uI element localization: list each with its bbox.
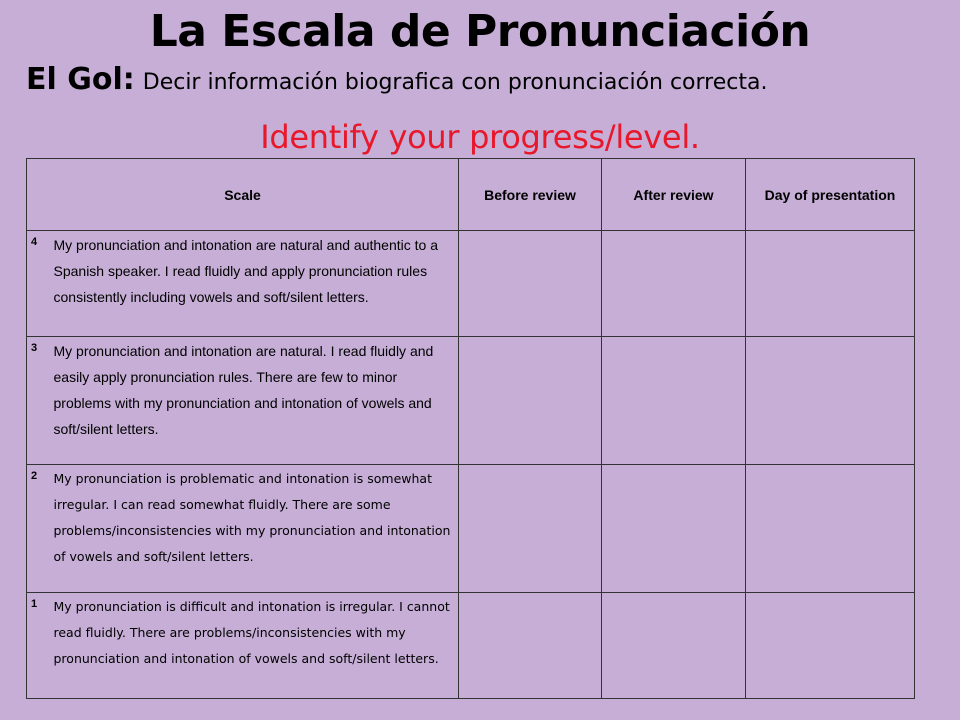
level-description: My pronunciation and intonation are natural. I read fluidly and easily apply pronunciation rules. There are few to minor problems with my pronunciation and intonation of vowels and soft/silent letters. bbox=[54, 337, 459, 465]
goal-text: Decir información biografica con pronunciación correcta. bbox=[142, 70, 768, 95]
goal-label: El Gol: bbox=[26, 62, 135, 97]
header-after-review: After review bbox=[602, 159, 746, 231]
before-review-cell[interactable] bbox=[459, 231, 602, 337]
day-of-presentation-cell[interactable] bbox=[746, 465, 915, 593]
level-number: 1 bbox=[27, 593, 54, 699]
instruction-subtitle: Identify your progress/level. bbox=[260, 118, 700, 156]
day-of-presentation-cell[interactable] bbox=[746, 593, 915, 699]
table-row bbox=[27, 465, 915, 593]
after-review-cell[interactable] bbox=[602, 337, 746, 465]
goal-statement bbox=[26, 62, 767, 97]
level-description: My pronunciation is difficult and intonation is irregular. I cannot read fluidly. There are problems/inconsistencies with my pronunciation and intonation of vowels and soft/silent letters. bbox=[54, 593, 459, 699]
after-review-cell[interactable] bbox=[602, 465, 746, 593]
level-number: 2 bbox=[27, 465, 54, 593]
day-of-presentation-cell[interactable] bbox=[746, 231, 915, 337]
before-review-cell[interactable] bbox=[459, 593, 602, 699]
level-number: 3 bbox=[27, 337, 54, 465]
page-title: La Escala de Pronunciación bbox=[149, 6, 811, 57]
level-description: My pronunciation is problematic and intonation is somewhat irregular. I can read somewhat fluidly. There are some problems/inconsistencies with my pronunciation and intonation of vowels and soft/silent letters. bbox=[54, 465, 459, 593]
table-header-row bbox=[27, 159, 915, 231]
before-review-cell[interactable] bbox=[459, 337, 602, 465]
table-row bbox=[27, 231, 915, 337]
header-day-of-presentation: Day of presentation bbox=[746, 159, 915, 231]
level-description: My pronunciation and intonation are natural and authentic to a Spanish speaker. I read fluidly and apply pronunciation rules consistently including vowels and soft/silent letters. bbox=[54, 231, 459, 337]
header-scale: Scale bbox=[27, 159, 459, 231]
table-row bbox=[27, 593, 915, 699]
after-review-cell[interactable] bbox=[602, 231, 746, 337]
day-of-presentation-cell[interactable] bbox=[746, 337, 915, 465]
pronunciation-scale-table bbox=[26, 158, 915, 699]
after-review-cell[interactable] bbox=[602, 593, 746, 699]
before-review-cell[interactable] bbox=[459, 465, 602, 593]
header-before-review: Before review bbox=[459, 159, 602, 231]
table-row bbox=[27, 337, 915, 465]
level-number: 4 bbox=[27, 231, 54, 337]
